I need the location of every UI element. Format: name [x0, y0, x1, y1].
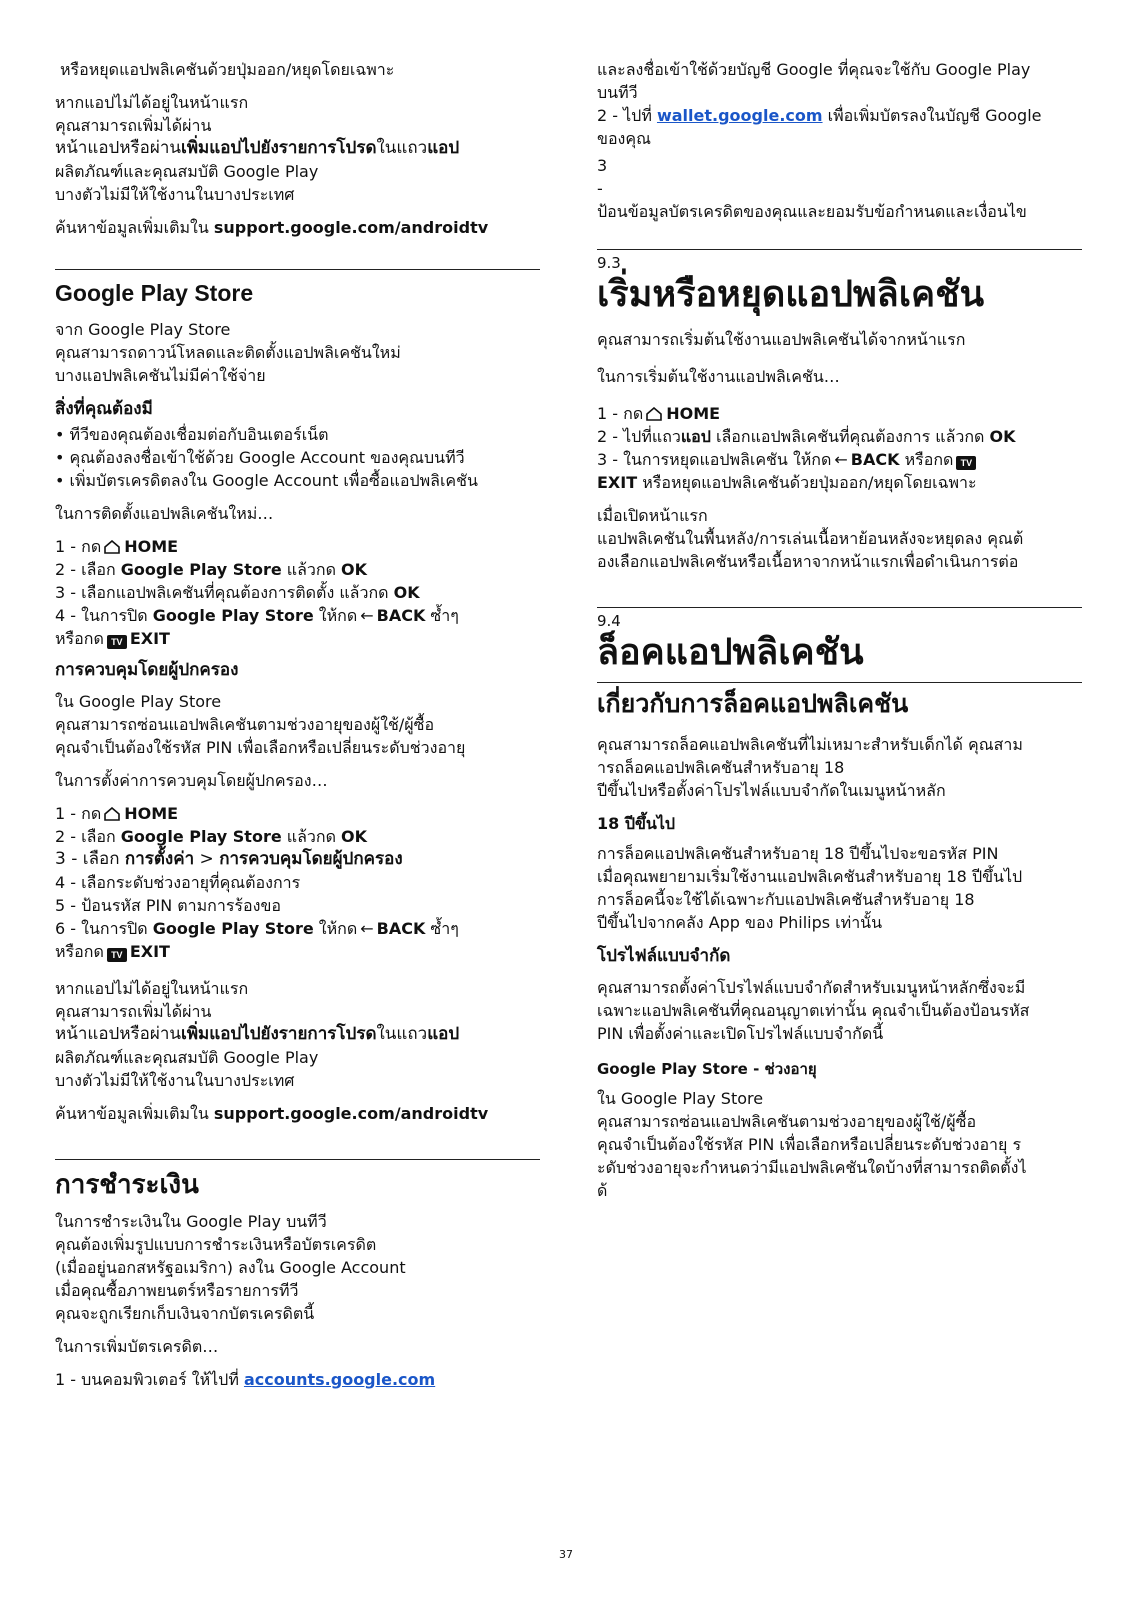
- requirements-list: [55, 423, 540, 492]
- text-span: (เมื่ออยู่นอกสหรัฐอเมริกา) ลงใน Google Account: [55, 1258, 406, 1277]
- text-span: หากแอปไม่ได้อยู่ในหน้าแรก: [55, 93, 249, 112]
- wallet-google-link[interactable]: wallet.google.com: [656, 106, 823, 125]
- text-span: ซ้ำๆ: [425, 919, 459, 938]
- section-title: ล็อคแอปพลิเคชัน: [597, 632, 864, 673]
- support-link[interactable]: support.google.com/androidtv: [213, 1104, 489, 1123]
- text-span: แล้วกด: [281, 827, 342, 846]
- text-span: หรือหยุดแอปพลิเคชันด้วยปุ่มออก/หยุดโดยเฉพาะ: [60, 60, 395, 79]
- add-app-info: [55, 91, 540, 206]
- text-span: คุณสามารถเพิ่มได้ผ่าน: [55, 1002, 212, 1021]
- text-span: แอปพลิเคชันในพื้นหลัง/การเล่นเนื้อหาย้อนหลังจะหยุดลง คุณต้: [597, 529, 1024, 548]
- text-span: คุณสามารถเพิ่มได้ผ่าน: [55, 116, 212, 135]
- section-number: 9.3: [597, 254, 621, 272]
- text-span: การตั้งค่า: [124, 849, 195, 869]
- text-span: 4 - ในการปิด: [55, 606, 153, 625]
- text-line: [55, 137, 540, 160]
- step-5: 5 - ป้อนรหัส PIN ตามการร้องขอ: [55, 896, 281, 915]
- text-span: คุณต้องเพิ่มรูปแบบการชำระเงินหรือบัตรเครดิต: [55, 1235, 377, 1254]
- text-span: HOME: [666, 404, 721, 423]
- text-span: เพิ่มแอปไปยังรายการโปรด: [181, 138, 377, 158]
- step-4: [55, 604, 540, 627]
- text-span: BACK: [850, 450, 900, 469]
- start-steps-intro: ในการเริ่มต้นใช้งานแอปพลิเคชัน…: [597, 367, 840, 386]
- text-span: 2 - เลือก: [55, 560, 121, 579]
- text-span: องเลือกแอปพลิเคชันหรือเนื้อหาจากหน้าแรกเพื่อดำเนินการต่อ: [597, 552, 1019, 571]
- text-span: เมื่อเปิดหน้าแรก: [597, 506, 708, 525]
- text-span: HOME: [124, 537, 179, 556]
- text-span: Google Play Store: [120, 827, 282, 846]
- parental-control-heading: การควบคุมโดยผู้ปกครอง: [55, 660, 239, 680]
- text-span: • เพิ่มบัตรเครดิตลงใน Google Account เพื่อซื้อแอปพลิเคชัน: [55, 471, 478, 490]
- text-span: ของคุณ: [597, 129, 651, 148]
- step-2: [55, 558, 540, 581]
- start-steps: [597, 402, 1082, 494]
- text-span: ผลิตภัณฑ์และคุณสมบัติ Google Play: [55, 1048, 319, 1067]
- text-span: BACK: [376, 606, 426, 625]
- add-card-intro: ในการเพิ่มบัตรเครดิต…: [55, 1337, 219, 1356]
- divider: [55, 269, 540, 278]
- age-18-text: [597, 842, 1082, 934]
- left-column: [55, 58, 540, 1399]
- text-span: การล็อคนี้จะใช้ได้เฉพาะกับแอปพลิเคชันสำหรับอายุ 18: [597, 890, 975, 909]
- home-icon: [645, 407, 663, 421]
- text-span: OK: [393, 583, 420, 602]
- text-span: Google Play Store: [152, 606, 314, 625]
- google-play-age-heading: Google Play Store - ช่วงอายุ: [597, 1060, 817, 1078]
- install-intro: ในการติดตั้งแอปพลิเคชันใหม่…: [55, 504, 274, 523]
- step-1: [55, 535, 540, 558]
- step-3: [55, 848, 540, 871]
- text-span: BACK: [376, 919, 426, 938]
- section-title: เริ่มหรือหยุดแอปพลิเคชัน: [597, 274, 985, 315]
- text-span: 3: [597, 156, 608, 175]
- text-span: แอป: [427, 138, 460, 158]
- text-span: บางแอปพลิเคชันไม่มีค่าใช้จ่าย: [55, 366, 266, 385]
- google-play-store-heading: Google Play Store: [55, 280, 254, 306]
- text-span: • คุณต้องลงชื่อเข้าใช้ด้วย Google Account ของคุณบนทีวี: [55, 448, 465, 467]
- text-span: 1 - กด: [597, 404, 644, 423]
- text-span: >: [194, 849, 220, 869]
- text-span: 3 - ในการหยุดแอปพลิเคชัน ให้กด: [597, 450, 832, 469]
- step-2: [597, 425, 1082, 448]
- home-note: [597, 504, 1082, 573]
- about-lock-heading: เกี่ยวกับการล็อคแอปพลิเคชัน: [597, 690, 909, 718]
- step-1: [55, 802, 540, 825]
- text-span: ค้นหาข้อมูลเพิ่มเติมใน: [55, 218, 214, 237]
- text-span: หน้าแอปหรือผ่าน: [55, 138, 182, 158]
- text-span: • ทีวีของคุณต้องเชื่อมต่อกับอินเตอร์เน็ต: [55, 425, 329, 444]
- step-3-cont: [597, 471, 1082, 494]
- lock-intro: [597, 733, 1082, 802]
- text-span: คุณสามารถตั้งค่าโปรไฟล์แบบจำกัดสำหรับเมนูหน้าหลักซึ่งจะมี: [597, 978, 1026, 997]
- text-span: 2 - เลือก: [55, 827, 121, 846]
- step-2: [55, 825, 540, 848]
- text-span: คุณสามารถซ่อนแอปพลิเคชันตามช่วงอายุของผู้ใช้/ผู้ซื้อ: [55, 715, 435, 734]
- payment-heading: การชำระเงิน: [55, 1169, 199, 1199]
- add-app-info-2: [55, 977, 540, 1092]
- text-span: ในการชำระเงินใน Google Play บนทีวี: [55, 1212, 327, 1231]
- add-card-steps: [55, 1368, 540, 1391]
- step-6: [55, 917, 540, 940]
- text-span: และลงชื่อเข้าใช้ด้วยบัญชี Google ที่คุณจะใช้กับ Google Play: [597, 60, 1031, 79]
- text-span: หรือกด: [55, 629, 104, 648]
- text-span: EXIT: [129, 629, 170, 648]
- text-span: ะดับช่วงอายุจะกำหนดว่ามีแอปพลิเคชันใดบ้างที่สามารถติดตั้งไ: [597, 1158, 1027, 1177]
- text-span: ป้อนข้อมูลบัตรเครดิตของคุณและยอมรับข้อกำหนดและเงื่อนไข: [597, 202, 1027, 221]
- tv-icon: TV: [107, 635, 127, 649]
- payment-intro: [55, 1210, 540, 1325]
- install-steps: [55, 535, 540, 650]
- tv-icon: TV: [107, 948, 127, 962]
- text-span: 1 - กด: [55, 537, 102, 556]
- text-span: 3 - เลือกแอปพลิเคชันที่คุณต้องการติดตั้ง แล้วกด: [55, 583, 394, 602]
- text-span: OK: [989, 427, 1016, 446]
- step-6-cont: [55, 940, 540, 963]
- text-span: เพื่อเพิ่มบัตรลงในบัญชี Google: [822, 106, 1042, 125]
- text-span: 2 - ไปที่แถว: [597, 427, 681, 446]
- text-span: ซ้ำๆ: [425, 606, 459, 625]
- text-span: HOME: [124, 804, 179, 823]
- text-span: แอป: [680, 427, 711, 446]
- text-span: หรือกด: [55, 942, 104, 961]
- text-span: -: [597, 179, 603, 198]
- text-span: บางตัวไม่มีให้ใช้งานในบางประเทศ: [55, 1071, 295, 1090]
- text-span: EXIT: [129, 942, 170, 961]
- text-span: แอป: [427, 1024, 460, 1044]
- step-4-cont: [55, 627, 540, 650]
- text-span: แล้วกด: [281, 560, 342, 579]
- right-column: [597, 58, 1082, 1212]
- text-span: 6 - ในการปิด: [55, 919, 153, 938]
- text-span: เลือกแอปพลิเคชันที่คุณต้องการ แล้วกด: [710, 427, 990, 446]
- parental-setup-intro: ในการตั้งค่าการควบคุมโดยผู้ปกครอง…: [55, 771, 328, 790]
- back-arrow-icon: ←: [360, 919, 374, 938]
- text-span: ให้กด: [313, 919, 358, 938]
- start-intro: คุณสามารถเริ่มต้นใช้งานแอปพลิเคชันได้จากหน้าแรก: [597, 330, 966, 349]
- text-span: ารถล็อคแอปพลิเคชันสำหรับอายุ 18: [597, 758, 845, 777]
- step-3: [597, 448, 1082, 471]
- text-span: หน้าแอปหรือผ่าน: [55, 1024, 182, 1044]
- text-span: ปีขึ้นไปหรือตั้งค่าโปรไฟล์แบบจำกัดในเมนูหน้าหลัก: [597, 781, 946, 800]
- text-span: การควบคุมโดยผู้ปกครอง: [219, 849, 403, 869]
- text-span: คุณจำเป็นต้องใช้รหัส PIN เพื่อเลือกหรือเปลี่ยนระดับช่วงอายุ ร: [597, 1135, 1022, 1154]
- text-span: หากแอปไม่ได้อยู่ในหน้าแรก: [55, 979, 249, 998]
- home-icon: [103, 540, 121, 554]
- back-arrow-icon: ←: [834, 450, 848, 469]
- text-span: ค้นหาข้อมูลเพิ่มเติมใน: [55, 1104, 214, 1123]
- text-span: 2 - ไปที่: [597, 106, 657, 125]
- text-span: ด้: [597, 1181, 608, 1200]
- step-3: [55, 581, 540, 604]
- google-play-age-text: [597, 1087, 1082, 1202]
- tv-icon: TV: [956, 456, 976, 470]
- support-link[interactable]: support.google.com/androidtv: [213, 218, 489, 237]
- parental-intro: [55, 690, 540, 759]
- text-span: การล็อคแอปพลิเคชันสำหรับอายุ 18 ปีขึ้นไปจะขอรหัส PIN: [597, 844, 999, 863]
- more-info: [55, 216, 540, 239]
- text-span: EXIT: [597, 473, 638, 492]
- text-span: จาก Google Play Store: [55, 320, 231, 339]
- text-span: Google Play Store: [152, 919, 314, 938]
- text-span: คุณสามารถดาวน์โหลดและติดตั้งแอปพลิเคชันใหม่: [55, 343, 401, 362]
- step-1: [597, 402, 1082, 425]
- text-span: 1 - กด: [55, 804, 102, 823]
- text-span: ใน Google Play Store: [597, 1089, 764, 1108]
- add-card-continued: [597, 58, 1082, 223]
- divider: [55, 1159, 540, 1166]
- text-span: ในแถว: [376, 138, 428, 158]
- text-span: ให้กด: [313, 606, 358, 625]
- text-span: หรือหยุดแอปพลิเคชันด้วยปุ่มออก/หยุดโดยเฉพาะ: [637, 473, 977, 492]
- text-span: หรือกด: [899, 450, 954, 469]
- text-span: 3 - เลือก: [55, 849, 125, 869]
- text-span: บางตัวไม่มีให้ใช้งานในบางประเทศ: [55, 185, 295, 204]
- text-span: บนทีวี: [597, 83, 638, 102]
- text-span: ปีขึ้นไปจากคลัง App ของ Philips เท่านั้น: [597, 913, 883, 932]
- text-span: ใน Google Play Store: [55, 692, 222, 711]
- text-span: ในแถว: [376, 1024, 428, 1044]
- text-span: เมื่อคุณซื้อภาพยนตร์หรือรายการทีวี: [55, 1281, 299, 1300]
- text-span: เมื่อคุณพยายามเริ่มใช้งานแอปพลิเคชันสำหรับอายุ 18 ปีขึ้นไป: [597, 867, 1023, 886]
- text-line: [597, 104, 1082, 127]
- requirements-heading: สิ่งที่คุณต้องมี: [55, 399, 153, 419]
- restricted-profile-text: [597, 976, 1082, 1045]
- text-span: คุณจะถูกเรียกเก็บเงินจากบัตรเครดิตนี้: [55, 1304, 315, 1323]
- text-span: OK: [341, 827, 368, 846]
- text-span: คุณจำเป็นต้องใช้รหัส PIN เพื่อเลือกหรือเปลี่ยนระดับช่วงอายุ: [55, 738, 466, 757]
- restricted-profile-heading: โปรไฟล์แบบจำกัด: [597, 946, 731, 966]
- step-1: [55, 1368, 540, 1391]
- age-18-heading: 18 ปีขึ้นไป: [597, 814, 676, 833]
- section-number: 9.4: [597, 612, 621, 630]
- back-arrow-icon: ←: [360, 606, 374, 625]
- intro-paragraph: [55, 58, 540, 81]
- home-icon: [103, 807, 121, 821]
- text-span: OK: [341, 560, 368, 579]
- text-span: คุณสามารถล็อคแอปพลิเคชันที่ไม่เหมาะสำหรับเด็กได้ คุณสาม: [597, 735, 1023, 754]
- text-span: 1 - บนคอมพิวเตอร์ ให้ไปที่: [55, 1370, 244, 1389]
- playstore-intro: [55, 318, 540, 387]
- text-span: เฉพาะแอปพลิเคชันที่คุณอนุญาตเท่านั้น คุณจำเป็นต้องป้อนรหัส: [597, 1001, 1030, 1020]
- page-number: 37: [559, 1548, 573, 1561]
- text-span: Google Play Store: [120, 560, 282, 579]
- text-span: ผลิตภัณฑ์และคุณสมบัติ Google Play: [55, 162, 319, 181]
- more-info-2: [55, 1102, 540, 1125]
- step-4: 4 - เลือกระดับช่วงอายุที่คุณต้องการ: [55, 873, 301, 892]
- text-span: เพิ่มแอปไปยังรายการโปรด: [181, 1024, 377, 1044]
- text-span: PIN เพื่อตั้งค่าและเปิดโปรไฟล์แบบจำกัดนี้: [597, 1024, 884, 1043]
- text-line: [55, 1023, 540, 1046]
- text-span: คุณสามารถซ่อนแอปพลิเคชันตามช่วงอายุของผู้ใช้/ผู้ซื้อ: [597, 1112, 977, 1131]
- parental-steps: [55, 802, 540, 963]
- accounts-google-link[interactable]: accounts.google.com: [243, 1370, 436, 1389]
